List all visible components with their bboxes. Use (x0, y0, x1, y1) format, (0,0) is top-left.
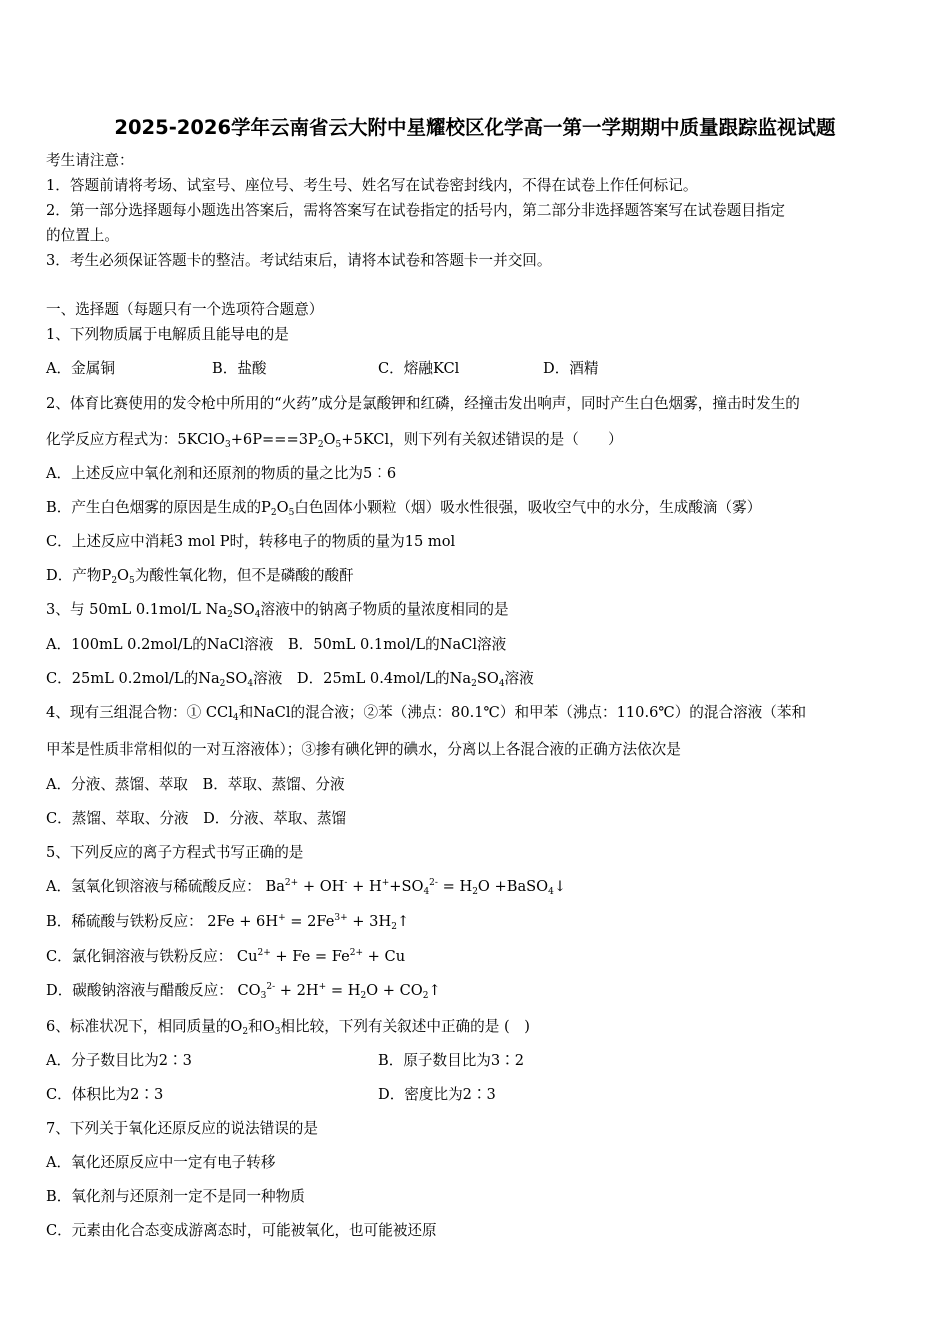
q7-stem: 7、下列关于氧化还原反应的说法错误的是 (46, 1120, 318, 1137)
q4-stem-line1: 4、现有三组混合物：① CCl$_4$和NaCl的混合液；②苯（沸点：80.1℃）和甲苯（沸点：110.6℃）的混合溶液（苯和 (46, 704, 807, 723)
notice-item-1: 1．答题前请将考场、试室号、座位号、考生号、姓名写在试卷密封线内，不得在试卷上作任何标记。 (46, 177, 698, 194)
q4-options-cd: C．蒸馏、萃取、分液 D．分液、萃取、蒸馏 (46, 810, 347, 827)
q4-options-ab: A．分液、蒸馏、萃取 B．萃取、蒸馏、分液 (46, 776, 345, 793)
q6-option-c: C．体积比为2∶3 (46, 1086, 164, 1103)
notice-heading: 考生请注意： (46, 152, 134, 169)
q5-stem: 5、下列反应的离子方程式书写正确的是 (46, 844, 304, 861)
q1-stem: 1、下列物质属于电解质且能导电的是 (46, 326, 289, 343)
q7-option-b: B．氧化剂与还原剂一定不是同一种物质 (46, 1188, 305, 1205)
q5-option-b: B．稀硫酸与铁粉反应： $2Fe + 6H^+ = 2Fe^{3+}$ + $3H_2↑$ (46, 913, 410, 932)
notice-item-2: 2．第一部分选择题每小题选出答案后，需将答案写在试卷指定的括号内，第二部分非选择题答案写在试卷题目指定 (46, 202, 785, 219)
q1-option-d: D．酒精 (543, 360, 599, 377)
q3-stem: 3、与 50mL 0.1mol/L $Na_2SO_4$溶液中的钠离子物质的量浓度相同的是 (46, 601, 509, 620)
q1-option-c: C．熔融KCl (378, 360, 460, 377)
notice-item-3: 3．考生必须保证答题卡的整洁。考试结束后，请将本试卷和答题卡一并交回。 (46, 252, 552, 269)
q5-option-a: A．氢氧化钡溶液与稀硫酸反应： $Ba^{2+} + OH^- + H^++SO_4^{2-} = H_2O$ +BaSO$_4$↓ (46, 878, 567, 897)
q2-stem-line1: 2、体育比赛使用的发令枪中所用的“火药”成分是氯酸钾和红磷，经撞击发出响声，同时产生白色烟雾，撞击时发生的 (46, 395, 800, 412)
q6-option-d: D．密度比为2∶3 (378, 1086, 496, 1103)
q3-options-ab: A．100mL 0.2mol/L的NaCl溶液 B．50mL 0.1mol/L的NaCl溶液 (46, 636, 507, 653)
q2-stem-line2: 化学反应方程式为：$5KClO_3+6P===3P_2O_5+5KCl$，则下列有关叙述错误的是（ ） (46, 431, 623, 450)
q2-option-c: C．上述反应中消耗3 mol P时，转移电子的物质的量为15 mol (46, 533, 456, 550)
q6-option-b: B．原子数目比为3∶2 (378, 1052, 525, 1069)
q2-option-d: D．产物$P_2O_5$为酸性氧化物，但不是磷酸的酸酐 (46, 567, 354, 586)
q2-option-b: B．产生白色烟雾的原因是生成的$P_2O_5$白色固体小颗粒（烟）吸水性很强，吸收空气中的水分，生成酸滴（雾） (46, 499, 762, 518)
q7-option-c: C．元素由化合态变成游离态时，可能被氧化，也可能被还原 (46, 1222, 437, 1239)
q1-option-a: A．金属铜 (46, 360, 115, 377)
q2-option-a: A．上述反应中氧化剂和还原剂的物质的量之比为5︰6 (46, 465, 397, 482)
notice-item-2-cont: 的位置上。 (46, 227, 119, 244)
q6-stem: 6、标准状况下，相同质量的$O_2$和$O_3$相比较，下列有关叙述中正确的是 ( ) (46, 1018, 530, 1037)
section-heading: 一、选择题（每题只有一个选项符合题意） (46, 301, 324, 318)
q1-option-b: B．盐酸 (212, 360, 267, 377)
q3-options-cd: C．25mL 0.2mol/L的$Na_2SO_4$溶液 D．25mL 0.4mol/L的$Na_2SO_4$溶液 (46, 670, 534, 689)
page-title: 2025-2026学年云南省云大附中星耀校区化学高一第一学期期中质量跟踪监视试题 (114, 116, 836, 139)
q5-option-c: C．氯化铜溶液与铁粉反应： $Cu^{2+} + Fe = Fe^{2+} + Cu$ (46, 948, 406, 965)
q6-option-a: A．分子数目比为2∶3 (46, 1052, 192, 1069)
q7-option-a: A．氧化还原反应中一定有电子转移 (46, 1154, 276, 1171)
q5-option-d: D．碳酸钠溶液与醋酸反应： $CO_3^{2-} + 2H^+ = H_2O$ + $CO_2↑$ (46, 982, 441, 1001)
q4-stem-line2: 甲苯是性质非常相似的一对互溶液体）；③掺有碘化钾的碘水，分离以上各混合液的正确方法依次是 (46, 741, 681, 758)
